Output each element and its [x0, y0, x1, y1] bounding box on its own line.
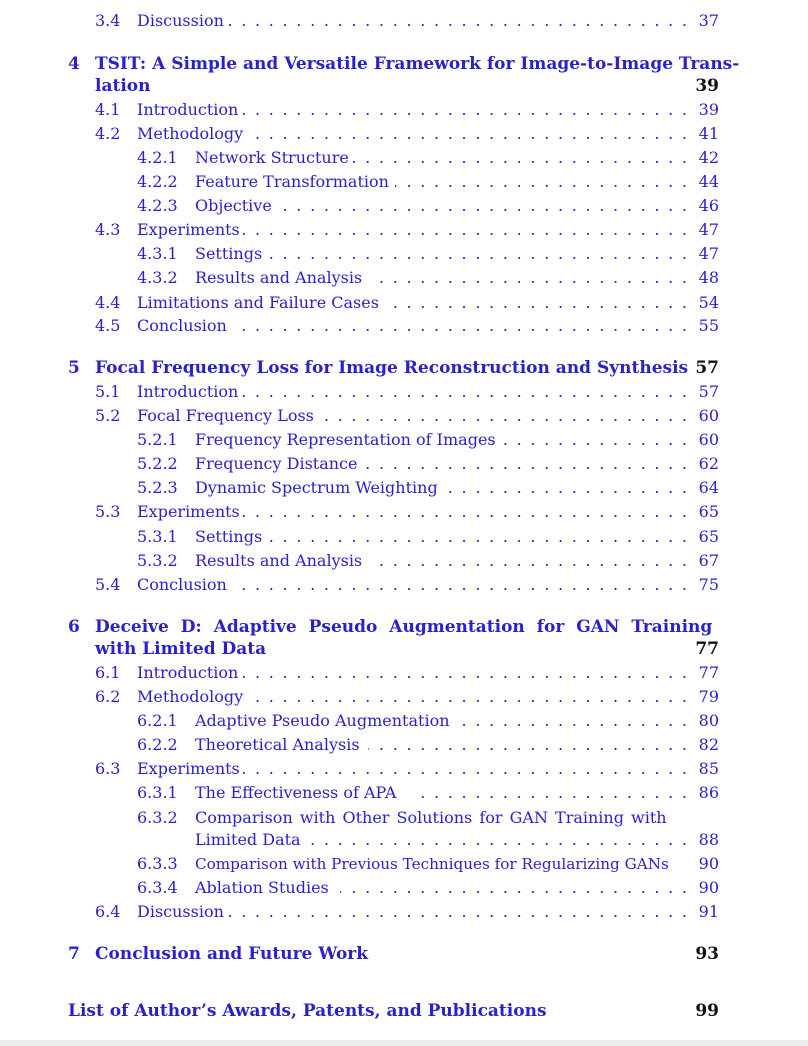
section-title: Focal Frequency Loss [137, 406, 314, 425]
subsection-number: 6.3.1 [137, 783, 178, 802]
page-number: 90 [698, 854, 719, 873]
section-number: 6.2 [95, 687, 121, 706]
subsection-number: 4.2.1 [137, 148, 178, 167]
subsection-title: Settings [195, 244, 263, 263]
chapter-number: 4 [68, 54, 80, 74]
page-number: 57 [695, 358, 719, 378]
subsection-title: Frequency Distance [195, 454, 358, 473]
viewer-bottom-edge [0, 1040, 808, 1046]
page-number: 62 [698, 454, 719, 473]
leader-dots [243, 502, 687, 522]
page-number: 48 [698, 268, 719, 287]
subsection-number: 6.3.4 [137, 878, 178, 897]
subsection-number: 6.2.2 [137, 735, 178, 754]
chapter-title-line-1: Deceive D: Adaptive Pseudo Augmentation for GAN Training [95, 617, 713, 637]
page-number: 60 [698, 406, 719, 425]
subsection-title: Feature Transformation [195, 172, 389, 191]
subsection-number: 4.2.3 [137, 196, 178, 215]
page-number: 86 [698, 783, 719, 802]
subsection-number: 6.3.2 [137, 808, 178, 827]
subsection-number: 4.3.2 [137, 268, 178, 287]
leader-dots [444, 478, 687, 498]
leader-dots [358, 454, 687, 474]
section-title: Experiments [137, 502, 240, 521]
page-number: 80 [698, 711, 719, 730]
section-number: 4.3 [95, 220, 121, 239]
chapter-title: Focal Frequency Loss for Image Reconstruction and Synthesis [95, 358, 689, 378]
section-title: Introduction [137, 382, 239, 401]
section-title: Methodology [137, 687, 244, 706]
leader-dots [243, 663, 687, 683]
page-number: 91 [698, 902, 719, 921]
section-title: Experiments [137, 759, 240, 778]
leader-dots [225, 902, 687, 922]
page-number: 82 [698, 735, 719, 754]
section-number: 3.4 [95, 11, 121, 30]
leader-dots [368, 735, 687, 755]
leader-dots [370, 551, 687, 571]
leader-dots [268, 244, 687, 264]
leader-dots [243, 220, 687, 240]
page-number: 77 [698, 663, 719, 682]
page-number: 88 [698, 830, 719, 849]
leader-dots [395, 172, 687, 192]
section-title: Experiments [137, 220, 240, 239]
leader-dots [231, 316, 687, 336]
leader-dots [340, 878, 687, 898]
chapter-number: 5 [68, 358, 80, 378]
leader-dots [384, 293, 687, 313]
section-title: Limitations and Failure Cases [137, 293, 379, 312]
page-number: 41 [698, 124, 719, 143]
section-title: Introduction [137, 663, 239, 682]
section-number: 6.4 [95, 902, 121, 921]
section-title: Conclusion [137, 316, 227, 335]
leader-dots [268, 527, 687, 547]
section-number: 6.1 [95, 663, 121, 682]
subsection-number: 4.2.2 [137, 172, 178, 191]
awards-title: List of Author’s Awards, Patents, and Publications [68, 1001, 547, 1021]
subsection-number: 5.2.2 [137, 454, 178, 473]
page-number: 85 [698, 759, 719, 778]
page-number: 55 [698, 316, 719, 335]
page-number: 93 [695, 944, 719, 964]
subsection-title: Results and Analysis [195, 551, 363, 570]
leader-dots [243, 382, 687, 402]
leader-dots [231, 575, 687, 595]
page-number: 47 [698, 244, 719, 263]
leader-dots [249, 687, 687, 707]
subsection-title-line-2: Limited Data [195, 830, 301, 849]
subsection-number: 5.3.1 [137, 527, 178, 546]
subsection-title: Objective [195, 196, 272, 215]
subsection-title: Adaptive Pseudo Augmentation [195, 711, 450, 730]
page-number: 75 [698, 575, 719, 594]
page-number: 90 [698, 878, 719, 897]
section-title: Discussion [137, 902, 224, 921]
subsection-title: Settings [195, 527, 263, 546]
section-number: 6.3 [95, 759, 121, 778]
page-number: 46 [698, 196, 719, 215]
subsection-number: 5.2.3 [137, 478, 178, 497]
page-number: 39 [698, 100, 719, 119]
subsection-title: Ablation Studies [195, 878, 329, 897]
page-number: 37 [698, 11, 719, 30]
leader-dots [314, 406, 687, 426]
subsection-title: Theoretical Analysis [195, 735, 360, 754]
leader-dots [310, 830, 687, 850]
section-title: Conclusion [137, 575, 227, 594]
subsection-title: Comparison with Previous Techniques for Regularizing GANs [195, 855, 669, 873]
subsection-title-line-1: Comparison with Other Solutions for GAN Training with [195, 808, 667, 827]
page-number: 65 [698, 502, 719, 521]
chapter-title-line-2: with Limited Data [95, 639, 267, 659]
section-title: Methodology [137, 124, 244, 143]
subsection-title: The Effectiveness of APA [195, 783, 397, 802]
page-number: 47 [698, 220, 719, 239]
leader-dots [352, 148, 687, 168]
chapter-number: 6 [68, 617, 80, 637]
subsection-title: Dynamic Spectrum Weighting [195, 478, 438, 497]
page-number: 65 [698, 527, 719, 546]
subsection-number: 4.3.1 [137, 244, 178, 263]
page-number: 79 [698, 687, 719, 706]
section-number: 5.4 [95, 575, 121, 594]
chapter-title-line-1: TSIT: A Simple and Versatile Framework for Image-to-Image Trans- [95, 54, 740, 74]
section-title: Introduction [137, 100, 239, 119]
section-number: 4.5 [95, 316, 121, 335]
section-number: 4.4 [95, 293, 121, 312]
subsection-number: 6.3.3 [137, 854, 178, 873]
section-number: 4.1 [95, 100, 121, 119]
chapter-number: 7 [68, 944, 80, 964]
page-number: 42 [698, 148, 719, 167]
leader-dots [249, 124, 687, 144]
leader-dots [243, 100, 687, 120]
subsection-title: Frequency Representation of Images [195, 430, 496, 449]
section-number: 5.2 [95, 406, 121, 425]
chapter-title: Conclusion and Future Work [95, 944, 369, 964]
subsection-number: 6.2.1 [137, 711, 178, 730]
leader-dots [458, 711, 687, 731]
subsection-number: 5.2.1 [137, 430, 178, 449]
page-number: 67 [698, 551, 719, 570]
page-number: 44 [698, 172, 719, 191]
leader-dots [492, 430, 687, 450]
page-number: 77 [695, 639, 719, 659]
subsection-title: Results and Analysis [195, 268, 363, 287]
leader-dots [243, 759, 687, 779]
chapter-title-line-2: lation [95, 76, 151, 96]
page-number: 39 [695, 76, 719, 96]
leader-dots [370, 268, 687, 288]
leader-dots [280, 196, 687, 216]
page-number: 57 [698, 382, 719, 401]
page-number: 99 [695, 1001, 719, 1021]
subsection-title: Network Structure [195, 148, 349, 167]
page-number: 54 [698, 293, 719, 312]
section-number: 4.2 [95, 124, 121, 143]
page-number: 60 [698, 430, 719, 449]
section-title: Discussion [137, 11, 224, 30]
page-number: 64 [698, 478, 719, 497]
leader-dots [410, 783, 687, 803]
section-number: 5.3 [95, 502, 121, 521]
subsection-number: 5.3.2 [137, 551, 178, 570]
leader-dots [225, 11, 687, 31]
section-number: 5.1 [95, 382, 121, 401]
